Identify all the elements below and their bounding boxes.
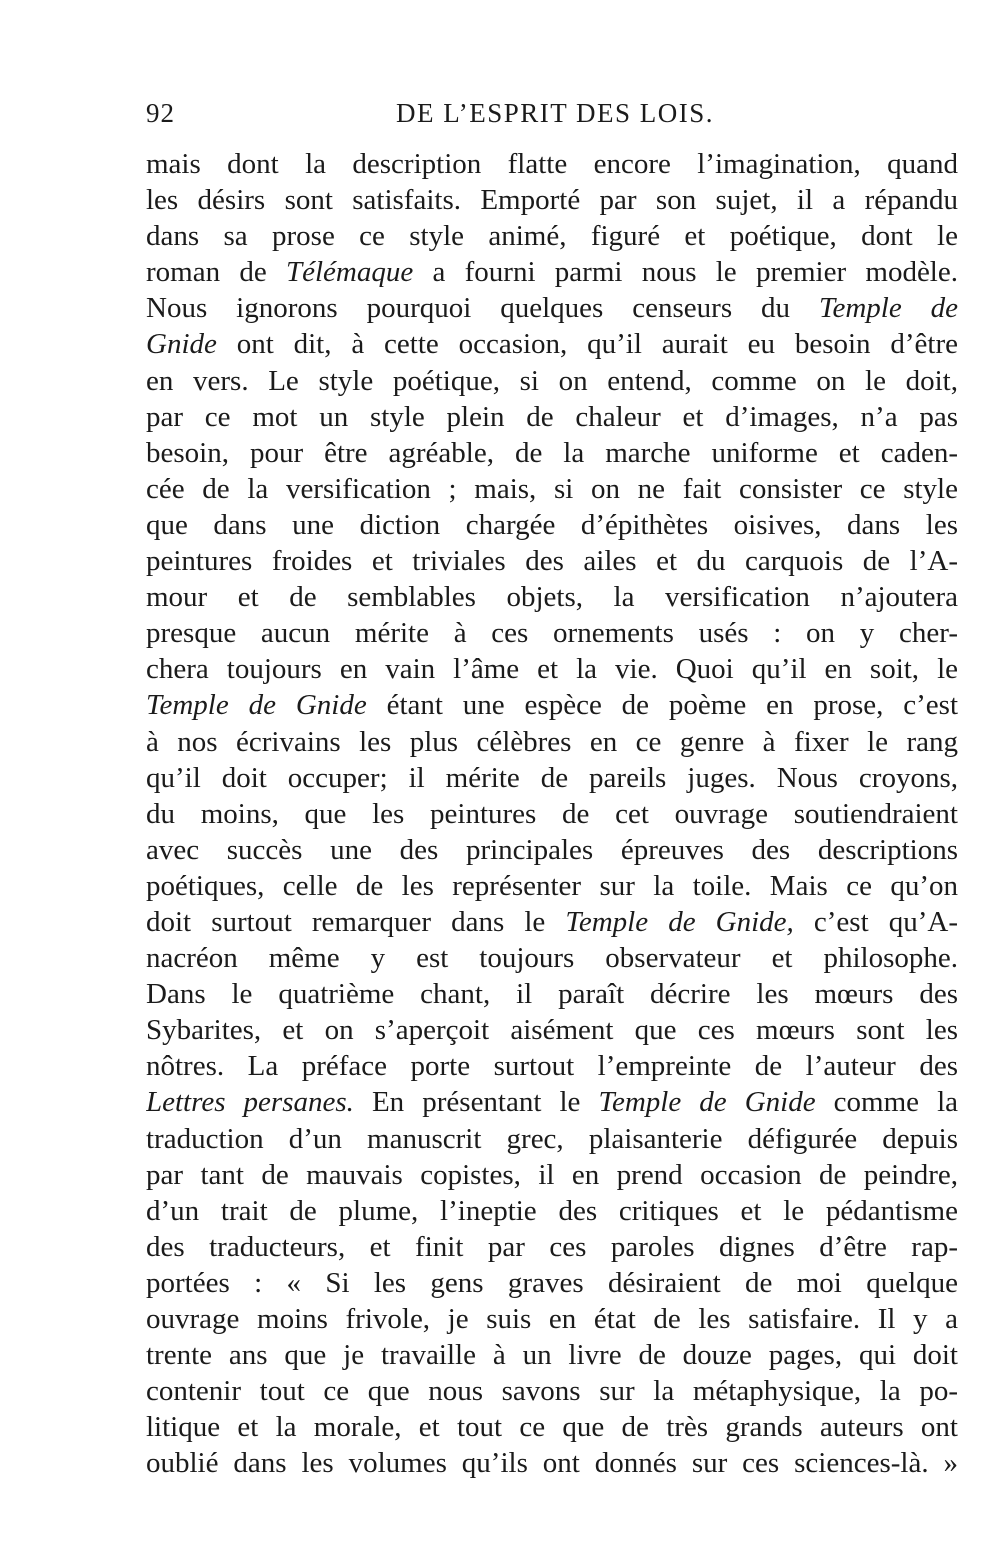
body-text <box>146 146 958 1481</box>
text-segment: des traducteurs, et finit par ces paroles dignes d’être rap- <box>146 1230 958 1263</box>
text-line <box>146 1121 958 1157</box>
text-line <box>146 254 958 290</box>
text-line <box>146 543 958 579</box>
text-segment: oublié dans les volumes qu’ils ont donnés sur ces sciences-là. » <box>146 1447 958 1480</box>
text-segment: traduction d’un manuscrit grec, plaisanterie défigurée depuis <box>146 1122 958 1155</box>
text-segment: Dans le quatrième chant, il paraît décrire les mœurs des <box>146 978 958 1011</box>
text-line <box>146 1229 958 1265</box>
text-segment: presque aucun mérite à ces ornements usés : on y cher- <box>146 617 958 650</box>
text-segment: chera toujours en vain l’âme et la vie. Quoi qu’il en soit, le <box>146 653 958 686</box>
text-line <box>146 507 958 543</box>
text-segment: par ce mot un style plein de chaleur et d’images, n’a pas <box>146 400 958 433</box>
text-line <box>146 1048 958 1084</box>
text-line <box>146 1445 958 1481</box>
page-number: 92 <box>146 98 175 128</box>
text-segment: doit surtout remarquer dans le <box>146 905 566 938</box>
text-line <box>146 1409 958 1445</box>
text-line <box>146 218 958 254</box>
text-line <box>146 326 958 362</box>
text-segment: poétiques, celle de les représenter sur la toile. Mais ce qu’on <box>146 869 958 902</box>
text-line <box>146 615 958 651</box>
text-segment: besoin, pour être agréable, de la marche uniforme et caden- <box>146 436 958 469</box>
italic-text-segment: Temple de <box>818 292 958 325</box>
text-segment: Nous ignorons pourquoi quelques censeurs du <box>146 292 819 325</box>
text-segment: ouvrage moins frivole, je suis en état de les satisfaire. Il y a <box>146 1303 958 1335</box>
text-segment: étant une espèce de poème en prose, c’est <box>366 689 958 722</box>
text-line <box>146 796 958 832</box>
text-line <box>146 868 958 904</box>
text-line <box>146 760 958 796</box>
text-segment: avec succès une des principales épreuves des descriptions <box>146 833 958 866</box>
text-segment: peintures froides et triviales des ailes et du carquois de l’A- <box>146 545 958 578</box>
text-line <box>146 1301 958 1337</box>
text-line <box>146 724 958 760</box>
text-segment: Sybarites, et on s’aperçoit aisément que ces mœurs sont les <box>146 1014 958 1047</box>
text-line <box>146 1337 958 1373</box>
text-line <box>146 976 958 1012</box>
text-segment: mais dont la description flatte encore l’imagination, quand <box>146 148 958 180</box>
text-segment: En présentant le <box>353 1086 599 1119</box>
text-segment: contenir tout ce que nous savons sur la métaphysique, la po- <box>146 1375 958 1408</box>
text-segment: portées : « Si les gens graves désiraient de moi quelque <box>146 1266 958 1299</box>
italic-text-segment: Gnide <box>146 328 217 361</box>
text-segment: c’est qu’A- <box>793 905 958 938</box>
text-segment: par tant de mauvais copistes, il en prend occasion de peindre, <box>146 1158 958 1191</box>
text-line <box>146 940 958 976</box>
text-line <box>146 904 958 940</box>
text-segment: mour et de semblables objets, la versification n’ajoutera <box>146 581 958 614</box>
text-segment: comme la <box>815 1086 958 1119</box>
text-line <box>146 579 958 615</box>
text-segment: qu’il doit occuper; il mérite de pareils juges. Nous croyons, <box>146 761 958 794</box>
running-title: DE L’ESPRIT DES LOIS. <box>396 98 715 128</box>
text-segment: du moins, que les peintures de cet ouvrage soutiendraient <box>146 797 958 830</box>
text-line <box>146 1084 958 1120</box>
italic-text-segment: Temple de Gnide, <box>565 905 794 938</box>
text-line <box>146 1157 958 1193</box>
text-line <box>146 687 958 723</box>
text-line <box>146 290 958 326</box>
text-segment: cée de la versification ; mais, si on ne fait consister ce style <box>146 472 958 505</box>
text-segment: que dans une diction chargée d’épithètes oisives, dans les <box>146 508 958 541</box>
text-segment: d’un trait de plume, l’ineptie des critiques et le pédantisme <box>146 1194 958 1227</box>
italic-text-segment: Télémaque <box>286 256 414 289</box>
text-line <box>146 363 958 399</box>
italic-text-segment: Lettres persanes. <box>146 1086 354 1119</box>
text-segment: nacréon même y est toujours observateur et philosophe. <box>146 942 958 975</box>
text-line <box>146 832 958 868</box>
text-line <box>146 1193 958 1229</box>
text-line <box>146 471 958 507</box>
text-segment: trente ans que je travaille à un livre de douze pages, qui doit <box>146 1339 958 1372</box>
text-line <box>146 435 958 471</box>
italic-text-segment: Temple de Gnide <box>598 1086 816 1119</box>
text-segment: les désirs sont satisfaits. Emporté par son sujet, il a répandu <box>146 184 958 217</box>
text-line <box>146 399 958 435</box>
page-header <box>146 98 958 138</box>
italic-text-segment: Temple de Gnide <box>146 689 367 722</box>
text-line <box>146 1373 958 1409</box>
text-segment: ont dit, à cette occasion, qu’il aurait eu besoin d’être <box>216 328 958 361</box>
text-segment: roman de <box>146 256 286 289</box>
text-line <box>146 651 958 687</box>
text-segment: dans sa prose ce style animé, figuré et poétique, dont le <box>146 220 958 253</box>
text-segment: litique et la morale, et tout ce que de très grands auteurs ont <box>146 1411 958 1444</box>
text-segment: en vers. Le style poétique, si on entend, comme on le doit, <box>146 364 958 397</box>
text-segment: à nos écrivains les plus célèbres en ce genre à fixer le rang <box>146 725 958 758</box>
text-line <box>146 182 958 218</box>
text-segment: a fourni parmi nous le premier modèle. <box>413 256 958 289</box>
text-line <box>146 1012 958 1048</box>
text-line <box>146 1265 958 1301</box>
text-line <box>146 146 958 182</box>
text-segment: nôtres. La préface porte surtout l’empreinte de l’auteur des <box>146 1050 958 1083</box>
